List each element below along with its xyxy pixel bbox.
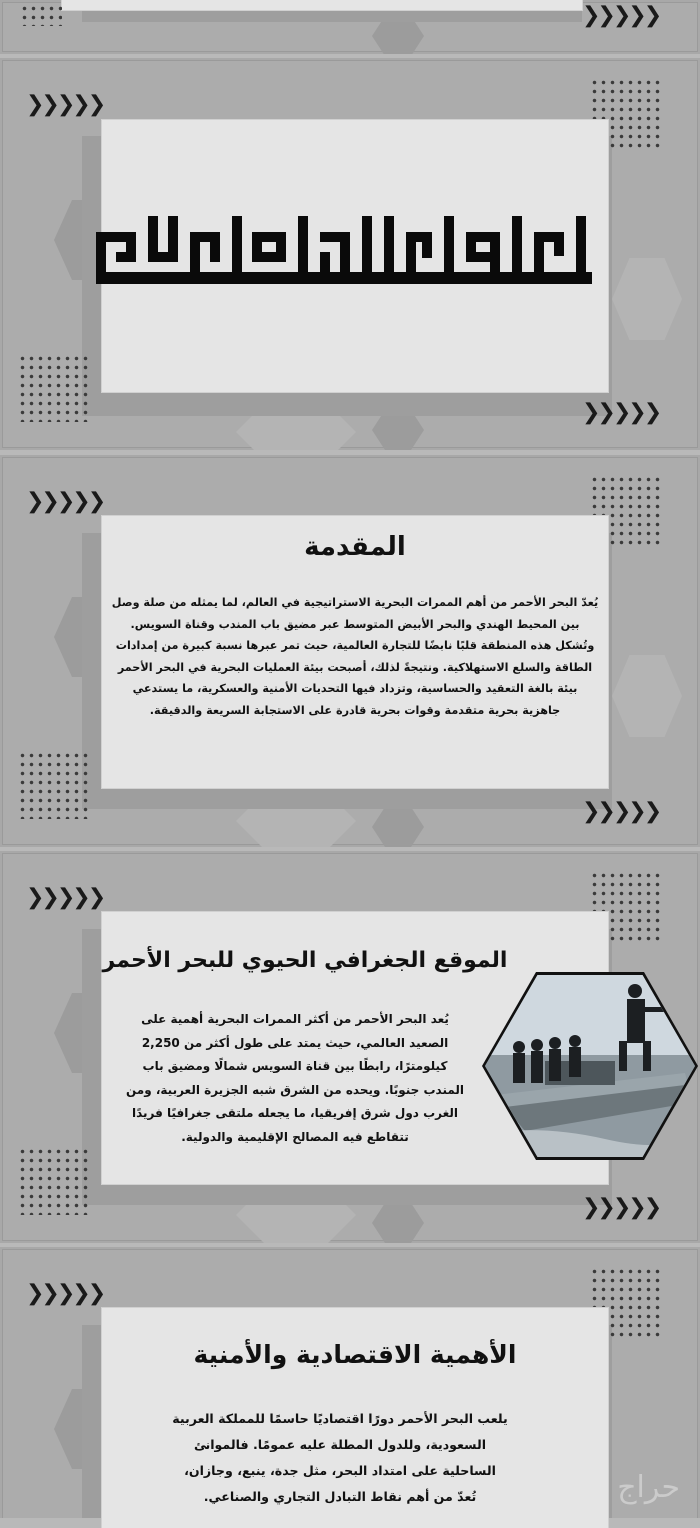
intro-line: وتُشكل هذه المنطقة قلبًا نابضًا للتجارة العالمية، حيث تمر عبرها نسبة كبيرة من إمدادات: [115, 639, 595, 653]
location-line: الغرب دول شرق إفريقيا، ما يجعله ملتقى جغرافيًا فريدًا: [131, 1106, 459, 1120]
economic-line: يلعب البحر الأحمر دورًا اقتصاديًا حاسمًا للمملكة العربية: [172, 1411, 508, 1426]
location-title: الموقع الجغرافي الحيوي للبحر الأحمر: [102, 948, 508, 973]
watermark-logo: حراج: [617, 1470, 680, 1505]
chevrons-icon: ❯❯❯❯❯: [26, 92, 104, 117]
chevrons-icon: ❯❯❯❯❯: [26, 885, 104, 910]
economic-line: الساحلية على امتداد البحر، مثل جدة، ينبع، وجازان،: [184, 1463, 496, 1478]
economic-title: الأهمية الاقتصادية والأمنية: [193, 1340, 517, 1369]
intro-line: جاهزية بحرية متقدمة وقوات بحرية قادرة على الاستجابة السريعة والدقيقة.: [149, 703, 561, 717]
chevrons-icon: ❯❯❯❯❯: [582, 1195, 660, 1220]
intro-body: [100, 592, 610, 722]
location-line: كيلومترًا، رابطًا بين قناة السويس شمالًا ومضيق باب: [142, 1059, 448, 1073]
economic-line: السعودية، وللدول المطلة عليه عمومًا. فالموانئ: [193, 1437, 487, 1452]
chevrons-icon: ❯❯❯❯❯: [582, 400, 660, 425]
intro-line: بين المحيط الهندي والبحر الأبيض المتوسط عبر مضيق باب المندب وقناة السويس.: [130, 617, 580, 631]
chevrons-icon: ❯❯❯❯❯: [26, 1281, 104, 1306]
chevrons-icon: ❯❯❯❯❯: [582, 799, 660, 824]
location-body: [110, 1008, 480, 1149]
economic-body: [120, 1406, 560, 1510]
location-line: تتقاطع فيه المصالح الإقليمية والدولية.: [181, 1129, 409, 1144]
economic-line: تُعدّ من أهم نقاط التبادل التجاري والصناعي.: [203, 1489, 477, 1504]
intro-line: الطاقة والسلع الاستهلاكية. ونتيجةً لذلك، أصبحت بيئة العمليات البحرية في البحر الأحمر: [117, 660, 593, 674]
location-line: المندب جنوبًا. ويحده من الشرق شبه الجزيرة العربية، ومن: [125, 1082, 465, 1097]
intro-line: يُعدّ البحر الأحمر من أهم الممرات البحرية الاستراتيجية في العالم، لما يمثله من صلة وصل: [111, 596, 599, 609]
slide-top-partial: [0, 0, 700, 54]
intro-line: بيئة بالغة التعقيد والحساسية، وتزداد فيها التحديات الأمنية والعسكرية، ما يستدعي: [132, 682, 578, 696]
intro-title: المقدمة: [304, 532, 406, 562]
bismillah-calligraphy: [96, 212, 592, 290]
location-line: الصعيد العالمي، حيث يمتد على طول أكثر من 2,250: [141, 1035, 449, 1050]
chevrons-icon: ❯❯❯❯❯: [26, 489, 104, 514]
location-line: يُعد البحر الأحمر من أكثر الممرات البحرية أهمية على: [141, 1012, 449, 1026]
chevrons-icon: ❯❯❯❯❯: [582, 3, 660, 28]
